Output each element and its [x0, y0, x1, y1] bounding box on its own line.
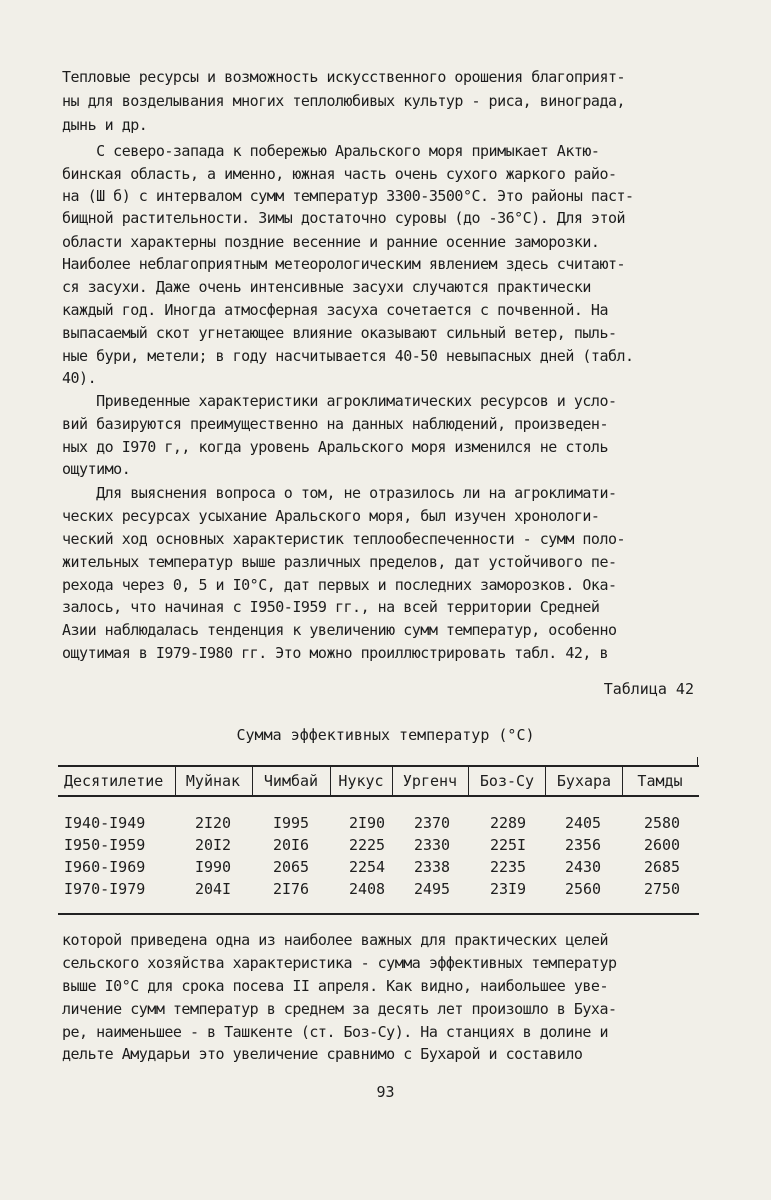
- table-cell: 2750: [643, 880, 681, 898]
- text-line: ощутимая в I979-I980 гг. Это можно проиллюстрировать табл. 42, в: [62, 644, 608, 662]
- table-cell: 2254: [348, 858, 386, 876]
- text-line: Приведенные характеристики агроклиматических ресурсов и усло-: [62, 392, 617, 410]
- table-cell: I990: [194, 858, 232, 876]
- text-line: Наиболее неблагоприятным метеорологическим явлением здесь считают-: [62, 255, 626, 273]
- table-bottom-rule: [58, 913, 699, 915]
- text-line: ощутимо.: [62, 460, 131, 478]
- table-cell: 2685: [643, 858, 681, 876]
- table-cell: 2560: [564, 880, 602, 898]
- table-cell: 2338: [413, 858, 451, 876]
- table-cell: 2065: [272, 858, 310, 876]
- table-header-cell: Нукус: [338, 772, 384, 790]
- table-label: Таблица 42: [603, 680, 694, 698]
- column-divider: [468, 765, 469, 796]
- table-cell: 2289: [489, 814, 527, 832]
- column-divider: [330, 765, 331, 796]
- table-header-rule: [58, 795, 699, 797]
- text-line: 40).: [62, 369, 97, 387]
- table-cell: 23I9: [489, 880, 527, 898]
- table-cell: 2330: [413, 836, 451, 854]
- text-line: дельте Амударьи это увеличение сравнимо с Бухарой и составило: [62, 1045, 583, 1063]
- table-header-cell: Чимбай: [263, 772, 319, 790]
- table-cell: 2225: [348, 836, 386, 854]
- column-divider: [392, 765, 393, 796]
- table-header-cell: Ургенч: [402, 772, 458, 790]
- table-cell: 20I6: [272, 836, 310, 854]
- text-line: области характерны поздние весенние и ранние осенние заморозки.: [62, 233, 600, 251]
- table-cell: 2235: [489, 858, 527, 876]
- column-divider: [545, 765, 546, 796]
- table-cell: I995: [272, 814, 310, 832]
- text-line: вий базируются преимущественно на данных наблюдений, произведен-: [62, 415, 608, 433]
- table-cell: 2580: [643, 814, 681, 832]
- table-cell: 2370: [413, 814, 451, 832]
- table-cell: 2430: [564, 858, 602, 876]
- text-line: которой приведена одна из наиболее важных для практических целей: [62, 931, 608, 949]
- table-cell: 2405: [564, 814, 602, 832]
- table-cell: 2408: [348, 880, 386, 898]
- text-line: на (Ш б) с интервалом сумм температур 3300-3500°С. Это районы паст-: [62, 187, 634, 205]
- text-line: дынь и др.: [62, 116, 148, 134]
- table-cell: 2I20: [194, 814, 232, 832]
- table-header-cell: Бухара: [556, 772, 612, 790]
- table-header-cell: Муйнак: [185, 772, 241, 790]
- text-line: залось, что начиная с I950-I959 гг., на всей территории Средней: [62, 598, 600, 616]
- text-line: ны для возделывания многих теплолюбивых культур - риса, винограда,: [62, 92, 626, 110]
- column-divider: [175, 765, 176, 796]
- table-header-cell: Боз-Су: [479, 772, 535, 790]
- table-cell: 20I2: [194, 836, 232, 854]
- table-cell: 204I: [194, 880, 232, 898]
- text-line: бищной растительности. Зимы достаточно суровы (до -36°С). Для этой: [62, 209, 626, 227]
- text-line: жительных температур выше различных пределов, дат устойчивого пе-: [62, 553, 617, 571]
- table-cell: I940-I949: [64, 814, 146, 832]
- text-line: ре, наименьшее - в Ташкенте (ст. Боз-Су). На станциях в долине и: [62, 1023, 608, 1041]
- text-line: личение сумм температур в среднем за десять лет произошло в Буха-: [62, 1000, 617, 1018]
- text-line: выпасаемый скот угнетающее влияние оказывают сильный ветер, пыль-: [62, 324, 617, 342]
- text-line: рехода через 0, 5 и I0°С, дат первых и последних заморозков. Ока-: [62, 576, 617, 594]
- text-line: ческих ресурсах усыхание Аральского моря, был изучен хронологи-: [62, 507, 600, 525]
- table-cell: 225I: [489, 836, 527, 854]
- text-line: ные бури, метели; в году насчитывается 40-50 невыпасных дней (табл.: [62, 347, 634, 365]
- text-line: выше I0°С для срока посева II апреля. Как видно, наибольшее уве-: [62, 977, 608, 995]
- text-line: ся засухи. Даже очень интенсивные засухи случаются практически: [62, 278, 591, 296]
- table-cell: 2495: [413, 880, 451, 898]
- table-header-cell: Тамды: [637, 772, 683, 790]
- table-header-cell: Десятилетие: [64, 772, 164, 790]
- text-line: ных до I970 г,, когда уровень Аральского моря изменился не столь: [62, 438, 608, 456]
- table-title: Сумма эффективных температур (°С): [236, 726, 535, 744]
- table-cell: 2356: [564, 836, 602, 854]
- table-top-rule: [58, 765, 699, 767]
- table-corner-tick: [697, 757, 698, 767]
- table-cell: I960-I969: [64, 858, 146, 876]
- table-cell: 2600: [643, 836, 681, 854]
- text-line: Азии наблюдалась тенденция к увеличению сумм температур, особенно: [62, 621, 617, 639]
- column-divider: [252, 765, 253, 796]
- text-line: каждый год. Иногда атмосферная засуха сочетается с почвенной. На: [62, 301, 608, 319]
- text-line: ческий ход основных характеристик теплообеспеченности - сумм поло-: [62, 530, 626, 548]
- table-cell: I950-I959: [64, 836, 146, 854]
- text-line: бинская область, а именно, южная часть очень сухого жаркого райо-: [62, 165, 617, 183]
- column-divider: [622, 765, 623, 796]
- table-cell: 2I90: [348, 814, 386, 832]
- text-line: С северо-запада к побережью Аральского моря примыкает Актю-: [62, 142, 600, 160]
- table-cell: 2I76: [272, 880, 310, 898]
- text-line: Тепловые ресурсы и возможность искусственного орошения благоприят-: [62, 68, 626, 86]
- text-line: сельского хозяйства характеристика - сумма эффективных температур: [62, 954, 617, 972]
- table-cell: I970-I979: [64, 880, 146, 898]
- text-line: Для выяснения вопроса о том, не отразилось ли на агроклимати-: [62, 484, 617, 502]
- page-number: 93: [376, 1083, 395, 1101]
